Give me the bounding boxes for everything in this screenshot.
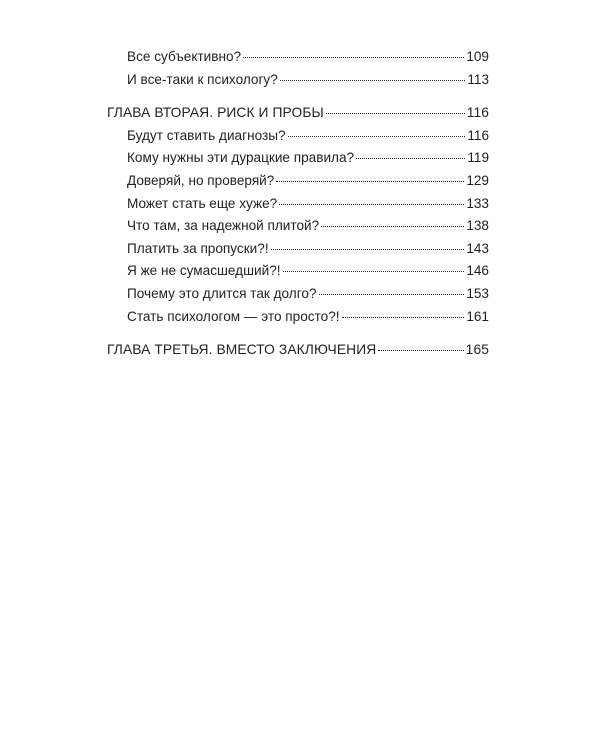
toc-entry [107,238,489,261]
toc-entry [107,215,489,238]
table-of-contents [107,46,489,362]
toc-entry [107,69,489,92]
toc-entry-page: 153 [466,285,489,301]
dot-leader [321,226,464,227]
toc-entry-page: 129 [466,172,489,188]
toc-entry [107,46,489,69]
dot-leader [280,80,466,81]
section-gap [107,91,489,102]
dot-leader [319,294,465,295]
toc-entry-title: Стать психологом — это просто?! [127,308,340,324]
dot-leader [342,317,465,318]
dot-leader [288,136,466,137]
toc-entry [107,306,489,329]
toc-entry [107,125,489,148]
dot-leader [279,204,464,205]
toc-entry-page: 113 [467,71,489,87]
toc-entry [107,170,489,193]
dot-leader [356,158,465,159]
chapter-title: ГЛАВА ТРЕТЬЯ. ВМЕСТО ЗАКЛЮЧЕНИЯ [107,342,377,358]
chapter-title: ГЛАВА ВТОРАЯ. РИСК И ПРОБЫ [107,105,324,121]
toc-entry-title: Платить за пропуски?! [127,240,269,256]
toc-entry-page: 109 [466,49,489,64]
toc-entry-page: 116 [467,127,489,143]
toc-entry [107,283,489,306]
toc-entry-page: 138 [466,218,489,234]
toc-entry-title: И все-таки к психологу? [127,71,278,87]
toc-chapter-entry [107,339,489,362]
chapter-page: 116 [466,105,489,121]
toc-entry-title: Кому нужны эти дурацкие правила? [127,150,355,166]
toc-entry-title: Почему это длится так долго? [127,285,317,301]
dot-leader [276,181,464,182]
toc-entry-page: 143 [466,240,489,256]
section-gap [107,328,489,339]
dot-leader [326,113,465,114]
toc-entry-page: 146 [466,263,489,279]
toc-chapter-entry [107,102,489,125]
dot-leader [378,350,463,351]
toc-entry-page: 133 [466,195,489,211]
toc-entry-title: Доверяй, но проверяй? [127,172,275,188]
toc-entry-page: 119 [467,150,489,166]
toc-entry-title: Будут ставить диагнозы? [127,127,286,143]
dot-leader [271,249,465,250]
dot-leader [243,57,464,58]
toc-entry-title: Может стать еще хуже? [127,195,278,211]
toc-entry [107,193,489,216]
dot-leader [283,271,465,272]
toc-entry-page: 161 [466,308,489,324]
toc-entry-title: Все субъективно? [127,49,242,64]
toc-entry-title: Что там, за надежной плитой? [127,218,320,234]
toc-entry-title: Я же не сумасшедший?! [127,263,281,279]
toc-entry [107,260,489,283]
chapter-page: 165 [465,342,489,358]
toc-entry [107,147,489,170]
